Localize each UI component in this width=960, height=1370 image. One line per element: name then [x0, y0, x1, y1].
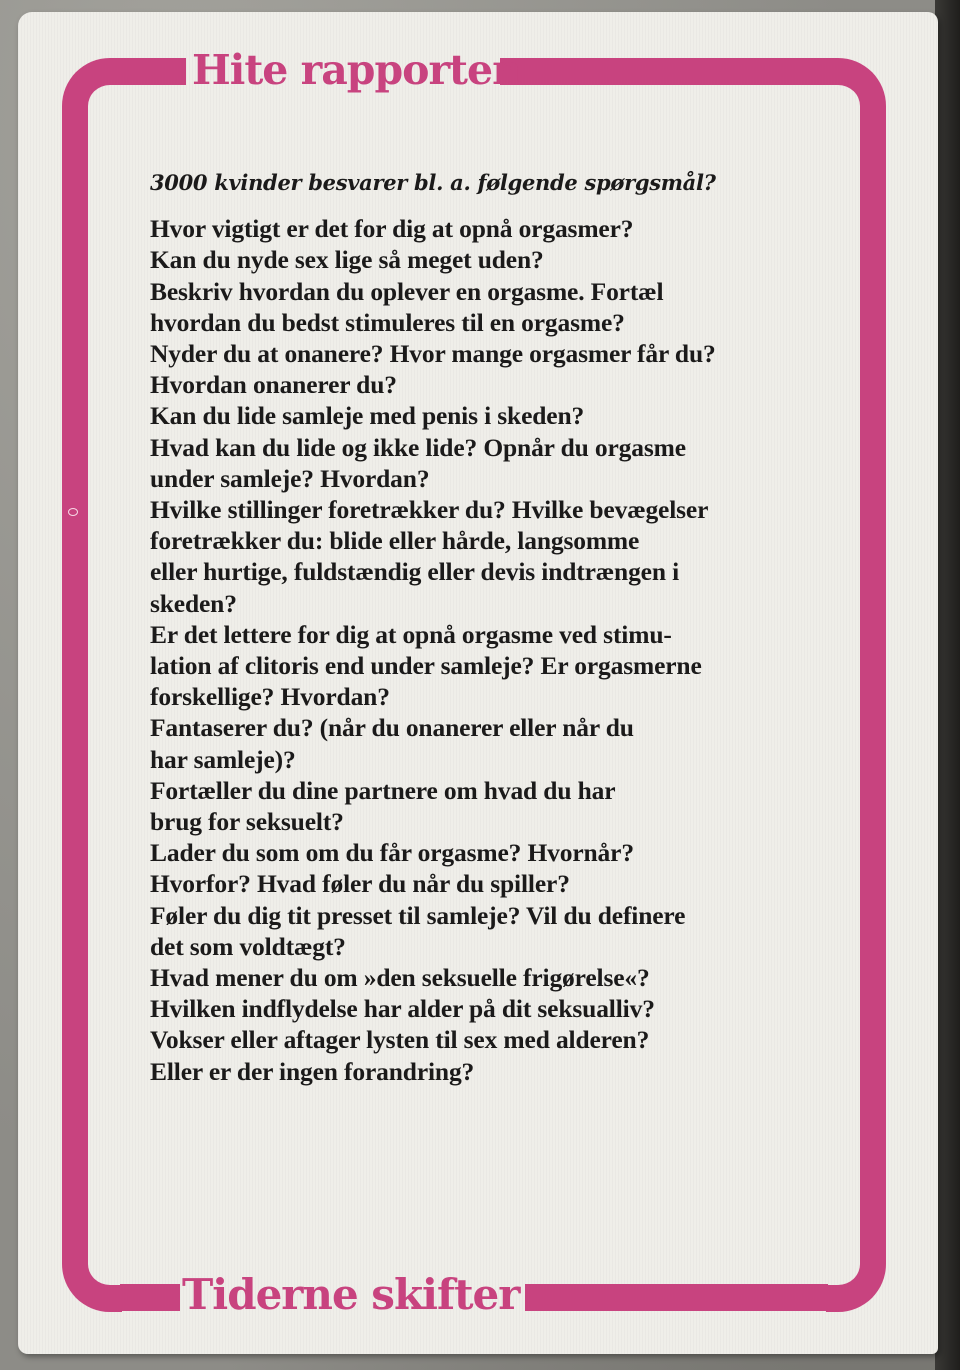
question-line: eller hurtige, fuldstændig eller devis indtrængen i — [150, 557, 680, 587]
question-line: Kan du nyde sex lige så meget uden? — [150, 245, 544, 275]
question-line: skeden? — [150, 588, 237, 618]
question-line: Hvad mener du om »den seksuelle frigørelse«? — [150, 963, 650, 993]
question-line: har samleje)? — [150, 744, 296, 774]
question-line: Hvad kan du lide og ikke lide? Opnår du orgasme — [150, 432, 686, 462]
intro-heading: 3000 kvinder besvarer bl. a. følgende spørgsmål? — [150, 170, 716, 195]
background-shadow — [935, 0, 960, 1370]
frame-top-bar-left — [120, 58, 186, 85]
book-title: Hite rapporten — [192, 46, 521, 94]
frame-bottom-bar-right — [525, 1284, 828, 1311]
question-line: Hvor vigtigt er det for dig at opnå orgasmer? — [150, 214, 634, 244]
publisher-name: Tiderne skifter — [182, 1270, 520, 1319]
question-line: det som voldtægt? — [150, 931, 346, 961]
question-line: Er det lettere for dig at opnå orgasme ved stimu- — [150, 619, 672, 649]
frame-left-bar — [62, 116, 88, 1254]
question-line: Kan du lide samleje med penis i skeden? — [150, 401, 585, 431]
question-line: Hvordan onanerer du? — [150, 370, 397, 400]
frame-top-bar-right — [500, 58, 828, 85]
question-line: forskellige? Hvordan? — [150, 682, 390, 712]
cover-text-block — [147, 170, 847, 1087]
frame-bottom-bar-left — [120, 1284, 180, 1311]
question-line: Nyder du at onanere? Hvor mange orgasmer får du? — [150, 339, 716, 368]
question-line: brug for seksuelt? — [150, 807, 344, 837]
ring-mark-icon — [68, 508, 78, 516]
question-line: Lader du som om du får orgasme? Hvornår? — [150, 838, 634, 868]
questions-list — [147, 213, 847, 1087]
question-line: Eller er der ingen forandring? — [150, 1056, 475, 1086]
question-line: Hvilken indflydelse har alder på dit seksualliv? — [150, 994, 655, 1024]
question-line: Beskriv hvordan du oplever en orgasme. Fortæl — [150, 276, 664, 306]
question-line: hvordan du bedst stimuleres til en orgasme? — [150, 307, 625, 337]
frame-right-bar — [860, 116, 886, 1254]
question-line: Fantaserer du? (når du onanerer eller når du — [150, 713, 634, 743]
question-line: Hvorfor? Hvad føler du når du spiller? — [150, 869, 570, 899]
question-line: Hvilke stillinger foretrækker du? Hvilke bevægelser — [150, 495, 709, 525]
question-line: Føler du dig tit presset til samleje? Vil du definere — [150, 900, 686, 930]
question-line: under samleje? Hvordan? — [150, 463, 430, 493]
question-line: lation af clitoris end under samleje? Er orgasmerne — [150, 651, 702, 681]
question-line: Vokser eller aftager lysten til sex med alderen? — [150, 1025, 650, 1055]
question-line: Fortæller du dine partnere om hvad du har — [150, 775, 616, 805]
question-line: foretrækker du: blide eller hårde, langsomme — [150, 526, 640, 556]
